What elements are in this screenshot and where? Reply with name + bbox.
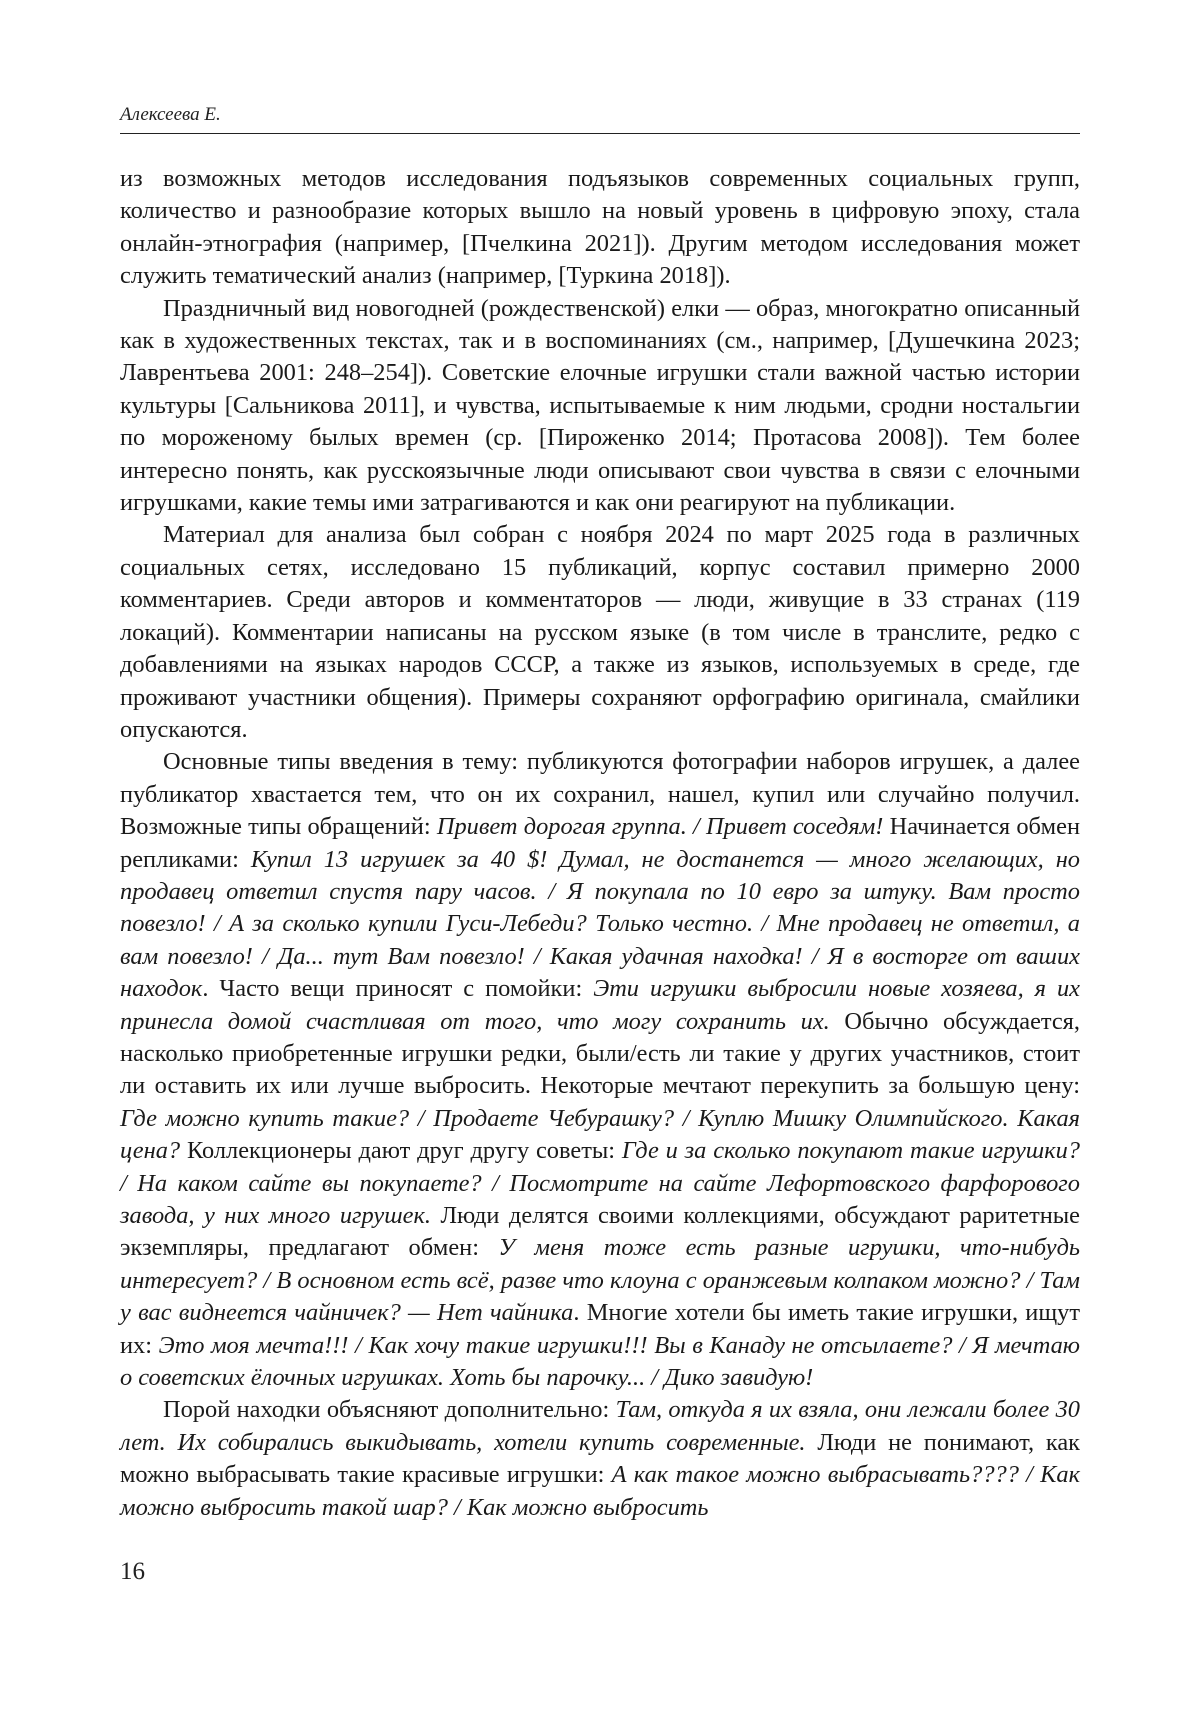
paragraph [120, 746, 1080, 1394]
article-body [120, 163, 1080, 1524]
paragraph-text: Начинается обмен репликами: [120, 813, 1080, 873]
paragraph-text: Материал для анализа был собран с ноября 2024 по март 2025 года в различных социальных сетях, исследовано 15 публикаций, корпус составил примерно 2000 комментариев. Среди авторов и комментаторов — люди, живущие в 33 странах (119 локаций). Комментарии написаны на русском языке (в том числе в транслите, редко с добавлениями на языках народов СССР, а также из языков, используемых в среде, где проживают участники общения). Примеры сохраняют орфографию оригинала, смайлики опускаются. [120, 521, 1080, 743]
quoted-example: Привет дорогая группа. / Привет соседям! [436, 813, 884, 841]
quoted-example: Где можно купить такие? / Продаете Чебурашку? / Куплю Мишку Олимпийского. Какая цена? [120, 1104, 1080, 1165]
quoted-example: Там, откуда я их взяла, они лежали более 30 лет. Их собирались выкидывать, хотели купить современные. [120, 1396, 1080, 1456]
paragraph [120, 293, 1080, 520]
paragraph-text: Люди не понимают, как можно выбрасывать такие красивые игрушки: [120, 1428, 1081, 1489]
header-rule [120, 133, 1080, 134]
quoted-example: Эти игрушки выбросили новые хозяева, я их принесла домой счастливая от того, что могу сохранить их. [120, 975, 1080, 1035]
paragraph-text: Основные типы введения в тему: публикуются фотографии наборов игрушек, а далее публикатор хвастается тем, что он их сохранил, нашел, купил или случайно получил. Возможные типы обращений: [120, 748, 1080, 841]
quoted-example: Это моя мечта!!! / Как хочу такие игрушки!!! Вы в Канаду не отсылаете? / Я мечтаю о советских ёлочных игрушках. Хоть бы парочку... / Дико завидую! [120, 1331, 1081, 1392]
paragraph-text: Порой находки объясняют дополнительно: [163, 1396, 616, 1424]
quoted-example: У меня тоже есть разные игрушки, что-нибудь интересует? / В основном есть всё, разве что клоуна с оранжевым колпаком можно? / Там у вас виднеется чайничек? — Нет чайника [120, 1234, 1081, 1327]
paragraph-text: Праздничный вид новогодней (рождественской) елки — образ, многократно описанный как в художественных текстах, так и в воспоминаниях (см., например, [Душечкина 2023; Лаврентьева 2001: 248–254]). Советские елочные игрушки стали важной частью истории культуры [Сальникова 2011], и чувства, испытываемые к ним людьми, сродни ностальгии по мороженому былых времен (ср. [Пироженко 2014; Протасова 2008]). Тем более интересно понять, как русскоязычные люди описывают свои чувства в связи с елочными игрушками, какие темы ими затрагиваются и как они реагируют на публикации. [120, 294, 1080, 517]
quoted-example: А как такое можно выбрасывать???? / Как можно выбросить такой шар? / Как можно выбросить [120, 1461, 1080, 1521]
paragraph [120, 163, 1080, 293]
running-head-author: Алексеева Е. [120, 104, 221, 125]
paragraph-text: . Часто вещи приносят с помойки: [202, 975, 594, 1003]
paragraph-text: из возможных методов исследования подъязыков современных социальных групп, количество и разнообразие которых вышло на новый уровень в цифровую эпоху, стала онлайн-этнография (например, [Пчелкина 2021]). Другим методом исследования может служить тематический анализ (например, [Туркина 2018]). [120, 165, 1080, 290]
paragraph-text: Коллекционеры дают друг другу советы: [180, 1137, 622, 1165]
paragraph-text: Обычно обсуждается, насколько приобретенные игрушки редки, были/есть ли такие у других участников, стоит ли оставить их или лучше выбросить. Некоторые мечтают перекупить за большую цену: [120, 1007, 1080, 1100]
paragraph-text: . Многие хотели бы иметь такие игрушки, ищут их: [120, 1299, 1080, 1359]
paragraph [120, 519, 1080, 746]
paragraph-text: Люди делятся своими коллекциями, обсуждают раритетные экземпляры, предлагают обмен: [120, 1202, 1080, 1262]
quoted-example: Купил 13 игрушек за 40 $! Думал, не достанется — много желающих, но продавец ответил спустя пару часов. / Я покупала по 10 евро за штуку. Вам просто повезло! / А за сколько купили Гуси-Лебеди? Только честно. / Мне продавец не ответил, а вам повезло! / Да... тут Вам повезло! / Какая удачная находка! / Я в восторге от ваших находок [120, 845, 1080, 1003]
paragraph [120, 1394, 1080, 1524]
quoted-example: Где и за сколько покупают такие игрушки? / На каком сайте вы покупаете? / Посмотрите на сайте Лефортовского фарфорового завода, у них много игрушек. [120, 1137, 1080, 1229]
page-number: 16 [120, 1558, 145, 1585]
